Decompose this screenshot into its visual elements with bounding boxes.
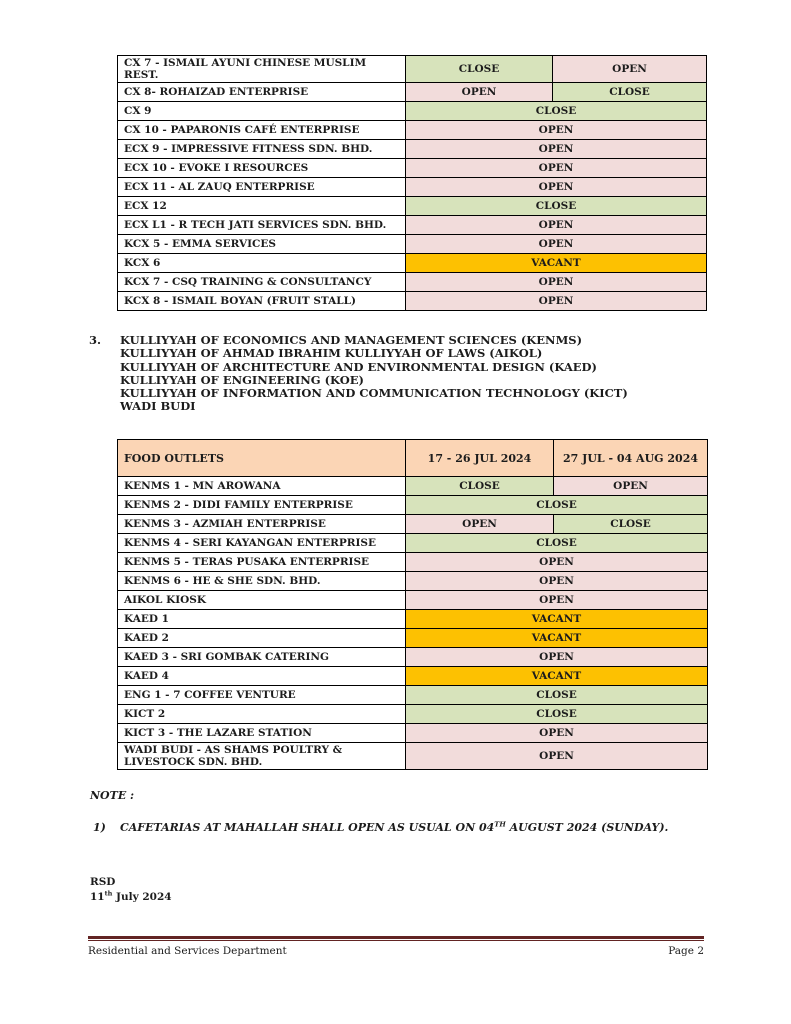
kulliyyah-list (120, 334, 628, 414)
note-item-text: CAFETARIAS AT MAHALLAH SHALL OPEN AS USUAL ON 04TH AUGUST 2024 (SUNDAY). (120, 820, 669, 834)
outlet-name-cell: ECX 11 - AL ZAUQ ENTERPRISE (118, 178, 406, 197)
outlet-name-cell: KCX 7 - CSQ TRAINING & CONSULTANCY (118, 273, 406, 292)
status-cell-open: OPEN (406, 553, 708, 572)
outlet-name-cell: ECX 9 - IMPRESSIVE FITNESS SDN. BHD. (118, 140, 406, 159)
table-row (118, 591, 708, 610)
status-cell-close: CLOSE (554, 515, 708, 534)
signoff-department: RSD (90, 876, 116, 888)
outlet-name-cell: KAED 3 - SRI GOMBAK CATERING (118, 648, 406, 667)
table-row (118, 629, 708, 648)
table-row (118, 292, 707, 311)
outlet-name-cell: ECX 10 - EVOKE I RESOURCES (118, 159, 406, 178)
table-row (118, 610, 708, 629)
footer-page-number: Page 2 (668, 945, 704, 957)
section-number: 3. (89, 333, 102, 347)
status-cell-vacant: VACANT (406, 254, 707, 273)
table-row (118, 572, 708, 591)
table-row (118, 724, 708, 743)
food-outlets-header: FOOD OUTLETS (118, 440, 406, 477)
table-row (118, 121, 707, 140)
table-row (118, 496, 708, 515)
kulliyyah-line: WADI BUDI (120, 399, 196, 414)
table-row (118, 686, 708, 705)
status-cell-open: OPEN (406, 648, 708, 667)
table-row (118, 178, 707, 197)
note-label: NOTE : (90, 789, 135, 802)
table-row (118, 553, 708, 572)
note-item (93, 821, 703, 834)
status-cell-close: CLOSE (406, 56, 553, 83)
status-cell-open: OPEN (406, 273, 707, 292)
table-header-row (118, 440, 708, 477)
status-cell-open: OPEN (553, 56, 707, 83)
status-cell-open: OPEN (406, 724, 708, 743)
status-cell-open: OPEN (406, 743, 708, 770)
note-item-number: 1) (93, 821, 106, 834)
outlet-name-cell: CX 10 - PAPARONIS CAFÉ ENTERPRISE (118, 121, 406, 140)
status-cell-close: CLOSE (406, 102, 707, 121)
kulliyyah-line: KULLIYYAH OF INFORMATION AND COMMUNICATION TECHNOLOGY (KICT) (120, 386, 628, 401)
status-cell-close: CLOSE (406, 705, 708, 724)
status-cell-close: CLOSE (406, 477, 554, 496)
status-cell-open: OPEN (406, 515, 554, 534)
outlet-name-cell: KAED 1 (118, 610, 406, 629)
table-row (118, 515, 708, 534)
table-row (118, 667, 708, 686)
kulliyyah-line: KULLIYYAH OF AHMAD IBRAHIM KULLIYYAH OF LAWS (AIKOL) (120, 346, 543, 361)
status-cell-close: CLOSE (406, 496, 708, 515)
table-row (118, 140, 707, 159)
table-row (118, 743, 708, 770)
outlet-name-cell: KENMS 1 - MN AROWANA (118, 477, 406, 496)
outlet-name-cell: KENMS 6 - HE & SHE SDN. BHD. (118, 572, 406, 591)
status-cell-open: OPEN (406, 83, 553, 102)
status-cell-open: OPEN (554, 477, 708, 496)
table-row (118, 197, 707, 216)
table-row (118, 102, 707, 121)
table-row (118, 705, 708, 724)
period-1-header: 17 - 26 JUL 2024 (406, 440, 554, 477)
outlet-name-cell: CX 9 (118, 102, 406, 121)
outlet-name-cell: WADI BUDI - AS SHAMS POULTRY & LIVESTOCK SDN. BHD. (118, 743, 406, 770)
status-cell-close: CLOSE (406, 534, 708, 553)
kulliyyah-line: KULLIYYAH OF ENGINEERING (KOE) (120, 372, 364, 387)
footer-department: Residential and Services Department (88, 945, 287, 957)
outlet-name-cell: KCX 5 - EMMA SERVICES (118, 235, 406, 254)
ordinal-superscript: TH (494, 820, 506, 829)
outlet-name-cell: ECX 12 (118, 197, 406, 216)
status-cell-close: CLOSE (406, 197, 707, 216)
status-cell-open: OPEN (406, 159, 707, 178)
outlet-name-cell: KENMS 3 - AZMIAH ENTERPRISE (118, 515, 406, 534)
table-row (118, 56, 707, 83)
kulliyyah-line: KULLIYYAH OF ECONOMICS AND MANAGEMENT SCIENCES (KENMS) (120, 333, 583, 347)
status-cell-open: OPEN (406, 235, 707, 254)
status-cell-vacant: VACANT (406, 610, 708, 629)
page-footer (88, 936, 704, 957)
outlet-name-cell: KICT 2 (118, 705, 406, 724)
outlet-name-cell: KAED 2 (118, 629, 406, 648)
status-cell-open: OPEN (406, 121, 707, 140)
signoff-date: 11th July 2024 (90, 889, 172, 903)
status-cell-open: OPEN (406, 572, 708, 591)
table-row (118, 159, 707, 178)
outlet-name-cell: KENMS 2 - DIDI FAMILY ENTERPRISE (118, 496, 406, 515)
ordinal-superscript: th (104, 889, 113, 898)
table-row (118, 648, 708, 667)
status-cell-vacant: VACANT (406, 667, 708, 686)
food-outlets-table (117, 439, 708, 770)
status-cell-vacant: VACANT (406, 629, 708, 648)
outlet-name-cell: KCX 6 (118, 254, 406, 273)
kulliyyah-line: KULLIYYAH OF ARCHITECTURE AND ENVIRONMENTAL DESIGN (KAED) (120, 359, 597, 374)
footer-rule (88, 936, 704, 941)
status-cell-open: OPEN (406, 140, 707, 159)
table-row (118, 477, 708, 496)
outlet-name-cell: ECX L1 - R TECH JATI SERVICES SDN. BHD. (118, 216, 406, 235)
outlet-name-cell: KCX 8 - ISMAIL BOYAN (FRUIT STALL) (118, 292, 406, 311)
table-row (118, 534, 708, 553)
outlet-name-cell: CX 8- ROHAIZAD ENTERPRISE (118, 83, 406, 102)
table-row (118, 83, 707, 102)
section-3-heading (89, 334, 628, 414)
signoff-block (90, 875, 172, 905)
status-cell-close: CLOSE (406, 686, 708, 705)
status-cell-close: CLOSE (553, 83, 707, 102)
outlet-name-cell: KENMS 5 - TERAS PUSAKA ENTERPRISE (118, 553, 406, 572)
outlet-name-cell: ENG 1 - 7 COFFEE VENTURE (118, 686, 406, 705)
status-cell-open: OPEN (406, 178, 707, 197)
outlet-name-cell: CX 7 - ISMAIL AYUNI CHINESE MUSLIM REST. (118, 56, 406, 83)
table-row (118, 273, 707, 292)
status-cell-open: OPEN (406, 591, 708, 610)
table-row (118, 235, 707, 254)
outlet-name-cell: AIKOL KIOSK (118, 591, 406, 610)
outlet-name-cell: KAED 4 (118, 667, 406, 686)
period-2-header: 27 JUL - 04 AUG 2024 (554, 440, 708, 477)
outlet-name-cell: KENMS 4 - SERI KAYANGAN ENTERPRISE (118, 534, 406, 553)
outlet-name-cell: KICT 3 - THE LAZARE STATION (118, 724, 406, 743)
status-cell-open: OPEN (406, 216, 707, 235)
mahallah-outlets-table (117, 55, 707, 311)
table-row (118, 216, 707, 235)
status-cell-open: OPEN (406, 292, 707, 311)
table-row (118, 254, 707, 273)
